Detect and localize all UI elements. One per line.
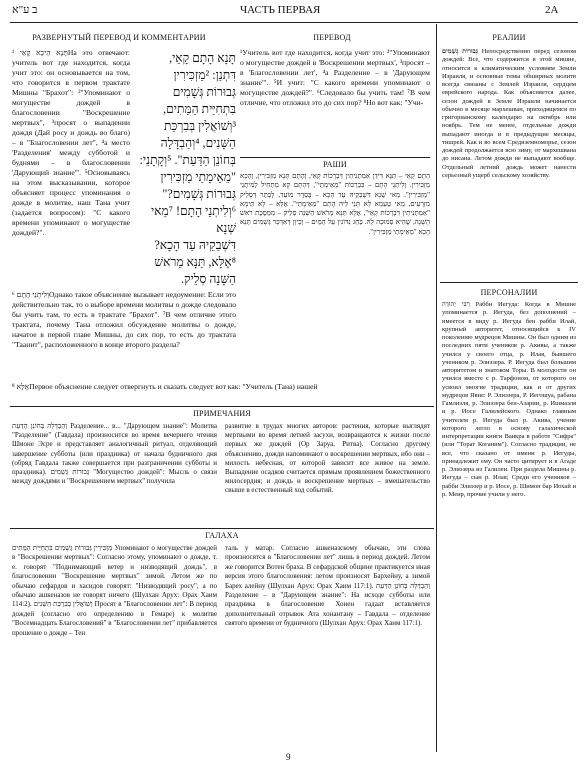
commentary-text: תָּנָא הֵיכָא קָאֵי ¹На это отвечают: учитель вот где находится, когда учит это: он основывается на том, что говорится в первом трактате Мишны "Брахот": ²"Упоминают о могуществе дождей в благословении "Воскрешение мертвых", ³просят о выпадении дождя (Дай росу и дождь во благо) – в "Благословении лет", ⁴а место 'Разделения' между субботой и буднями – в благословении 'Дарующий знание'". ⁵Основываясь на этом высказывании, которое объясняет процесс упоминания о дожде в молитве, наш Тана учит (задается вопросом): "С какого времени упоминают о могуществе дождей?". [12, 48, 130, 237]
halakha-right-text: таль у матар. Согласно ашкеназскому обычаю, эти слова произносятся в "Благословении лет" лишь в период дождей. Летом же говорится Вотен браха. В сефардской общине практикуется иная версия этого благословения: летом произносят Бархейну, а зимой Барех алейну (Шулхан Арух: Орах Хаим 117:1). וְהַבְדָּלָה בְּחוֹנֵן הַדַּעַת Разделение – в "Дарующем знание": На исходе субботы или праздника в благословение Хонен гадаат вставляется дополнительный отрывок Ата хонантану – Гавдала – отделение святого времени от будничного (Шулхан Арух: Орах Хаим 117:1). [225, 544, 430, 628]
notes-title: ПРИМЕЧАНИЯ [193, 409, 251, 418]
commentary-text-3: אֶלָּא ⁸Первое объяснение следует отвергнуть и сказать следует вот как: "Учитель (Тана) нашей [12, 382, 318, 391]
gemara-line: בִּתְחִיַּית הַמֵּתִים, [163, 102, 236, 116]
header-title: ЧАСТЬ ПЕРВАЯ [240, 4, 321, 16]
rashi-rule [240, 157, 430, 158]
realia-head: גְּבוּרוֹת גְּשָׁמִים [442, 48, 478, 55]
gemara-line: דִּתְנַן: ²מַזְכִּירִין [173, 68, 236, 82]
gemara-line: גְּבוּרוֹת גְּשָׁמִים [172, 85, 236, 99]
gemara-block [134, 50, 236, 290]
commentary-text-2: וְלִיתְנֵי הָתָם ⁶Однако такое объяснение вызывает недоумение: Если это действительно так, то о выборе времени молитвы о дожде следовало бы учить там, то есть в трактате "Брахот". ⁷В чем отличие этого трактата, почему Тана отложил обсуждение молитвы о дожде, начатое в первой главе Мишны, до сих пор, то есть до трактата "Таанит", расположенного в конце второго раздела? [12, 290, 236, 349]
translation-text: ¹Учитель вот где находится, когда учит это: ²"Упоминают о могуществе дождей в 'Воскрешении мертвых', ³просят – в 'Благословении лет', ⁴а Разделение – в 'Дарующем знание'". ⁵И учит: "С какого времени упоминают о могуществе дождей?". ⁶Следовало бы учить там! ⁷В чем отличие, что отложил это до сих пор? ⁸Но вот как: "Учи- [240, 48, 430, 107]
realia-text [442, 48, 576, 278]
halakha-rule-top [10, 528, 434, 529]
page-number: 9 [286, 752, 291, 762]
gemara-line: ⁶וְלִיתְנֵי הָתָם! ⁷מַאי שְׁנָא [150, 204, 236, 235]
gemara-line: הַשָּׁנִים, ⁴וְהַבְדָּלָה [160, 136, 236, 150]
notes-left-text: וְהַבְדָּלָה בְּחוֹנֵן הַדַּעַת Разделение... в... "Дарующем знание": Молитва "Разделение" (Гавдала) произносится во время вечернего чтения Шмоне Эсре и представляет аналогичный ритуал, отделяющий завершение субботы (или праздника) от начала будничного дня (обряд Гавдала также совершается при разграничении субботы и праздника). גְּבוּרוֹת גְּשָׁמִים "Могущество дождей": Мысль о связи между дождями и "Воскрешением мертвых" получила [12, 422, 217, 486]
header-hebrew-folio: ב ע"א [12, 4, 38, 16]
notes-right-text: развитие в трудах многих авторов: растения, которые выглядят мертвыми во время летней засухи, возвращаются к жизни после первых же дождей (Ор Заруа, Ритва). Согласно другому объяснению, дожди напоминают о воскрешении мертвых, ибо они – милость небесная, от которой зависит все живое на земле. Выпадение осадков считается прямым проявлением божественного милосердия; и дождь и воскрешение мертвых – вмешательство свыше в естественный ход событий. [225, 422, 430, 495]
gemara-line: "מֵאֵימָתַי מַזְכִּירִין גְּבוּרוֹת גְּשָׁמִים?" [160, 170, 236, 201]
halakha-title: ГАЛАХА [205, 531, 239, 540]
personalia-rule [440, 282, 578, 283]
rashi-text: הָתָם קָאֵי – תַּנָּא דִּידַן אַמַּתְנִיתִין דִּבְרָכוֹת קָאֵי, וְהָתָם תָּנָא מַזְכִּירִין, וְהָכָא מַזְכִּירִין. וְלִיתְנֵי הָתָם – בִּבְרָכוֹת "מֵאֵימָתַי", דְּהָתָם קָא מַתְחִיל לְמִיתְנֵי "מַזְכִּירִין". מַאי שְׁנָא דִּשְׁבַקֵיהּ עַד הָכָא – בְּסֵדֶר מוֹעֵד, לְבָתַר דְּסָלֵיק מִזְּרָעִים, מַאי טַעְמָא לָא תָּנֵי לֵיהּ הָתָם "מֵאֵימָתַי". אֶלָּא – לָא תֵּימָא "אַמַּתְנִיתִין דִּבְרָכוֹת קָאֵי", אֶלָּא תַּנָּא מֵרֹאשׁ הַשָּׁנָה סְלֵיק – מִמַּסֶּכֶת רֹאשׁ הַשָּׁנָה, שֶׁהִיא סְמוּכָה לָהּ. בְּחַג נִדּוֹנִין עַל הַמַּיִם – וְכֵיוָן דְּאַדְכַּר גְּשָׁמִים תְּנָא הָכָא "מֵאֵימָתַי מַזְכִּירִין". [240, 172, 430, 236]
gemara-line: דִּשְׁבַקֵיהּ עַד הָכָא? [154, 238, 236, 252]
gemara-line: בְּחוֹנֵן הַדַּעַת". ⁵וְקָתָנֵי: [139, 153, 236, 167]
realia-title: РЕАЛИИ [492, 33, 526, 42]
personalia-text: רַבִּי יְהוּדָה Рабби Иегуда: Когда в Мишне упоминается р. Иегуда, без дополнений – имеется в виду р. Иегуда бен рабби Илай, крупный авторитет, относящийся к IV поколению мудрецов Мишны. Он был одним из последних пяти учеников р. Акивы, а также учился у своего отца, р. Илая, бывшего учеником р. Элиэзера. Р. Иегуда был большим авторитетом и знатоком Торы. В молодости он учился вместе с р. Тарфоном, от которого он усвоил многие традиции, как и от других мудрецов Явне: Р. Элиэзера, Р. Иегошуа, рабана Гамлиэля, р. Элиэзера бен-Азарии, р. Ишмаэля и р. Иосе Галилейского. Однако главным учителем р. Иегуда был р. Акива, учение которого легло в основу галахической интерпретации книги Ваикра в работе "Сифра" (или "Торат Коганим"). Согласно традиции, не все, что сказано от имени р. Иегуды, принадлежит ему. Он часто цитирует и в Агаде р. Элиэзера из Галилеи. При раздела Мишны р. Иегуда – сын р. Илая; Среди его учеников – рабби Элиэзер и р. Иосе, р. Шимон бар Иохай и р. Меир, прочие учили у него. [442, 301, 576, 498]
side-column-divider [436, 24, 437, 752]
gemara-line: ³וְשׁוֹאֲלִין בְּבִרְכַּת [163, 119, 236, 133]
header-page-ref: 2A [545, 4, 559, 16]
gemara-line: ⁸אֶלָּא, תַּנָּא מֵרֹאשׁ הַשָּׁנָה סְלֵיק. [154, 255, 236, 286]
notes-rule-top [10, 406, 434, 407]
personalia-title: ПЕРСОНАЛИИ [480, 288, 538, 297]
realia-body: Непосредственно перед сезоном дождей: Все, что содержится в этой мишне, относится к климатическим условиям Земли Израиля, и основные темы обширных молитв всегда связаны с Землей Израиля, сердцем еврейского народа. Как объясняется далее, сезон дождей в Земле Израиля начинается обычно в месяце мархешван, приходящемся по григорианскому календарю на октябрь или ноябрь. Тем не менее, отдельные дожди выпадают иногда и в предыдущие месяцы, тишрей. Как и во всем Средиземноморье, сезон дождей продолжается всю зиму, от мархешвана до нисана. Летом дожди не выпадают вообще. Отдельный летний дождь может нанести серьезный ущерб сельскому хозяйству. [442, 48, 576, 179]
halakha-left-text: מַזְכִּירִין גְּבוּרוֹת גְּשָׁמִים בִּתְחִיַּית הַמֵּתִים Упоминают о могуществе дождей в "Воскрешении мертвых": Согласно этому, упоминают о дожде, т. е. говорят "Поднимающий ветер и низводящий дождь", в благословении "Воскрешение мертвых" зимой. Летом же по обычаю сефардов и хасидов говорят: "Низводящий росу", а по обычаю ашкеназов не говорят ничего (Шулхан Арух: Орах Хаим 114:2). וְשׁוֹאֲלִין בְּבִרְכַּת הַשָּׁנִים Просят в "Благословении лет": В период дождей (согласно его определению в Гемаре) к молитве "Восемнадцать Благословений" в "Благословении лет" прибавляется прошение о дожде – Тен [12, 544, 217, 637]
commentary-title: РАЗВЕРНУТЫЙ ПЕРЕВОД И КОММЕНТАРИИ [32, 33, 206, 42]
translation-title: ПЕРЕВОД [313, 33, 351, 42]
header-rule [10, 22, 578, 23]
gemara-line: תָּנָא הָתָם קָאֵי, [169, 51, 236, 65]
rashi-title: РАШИ [323, 160, 347, 169]
